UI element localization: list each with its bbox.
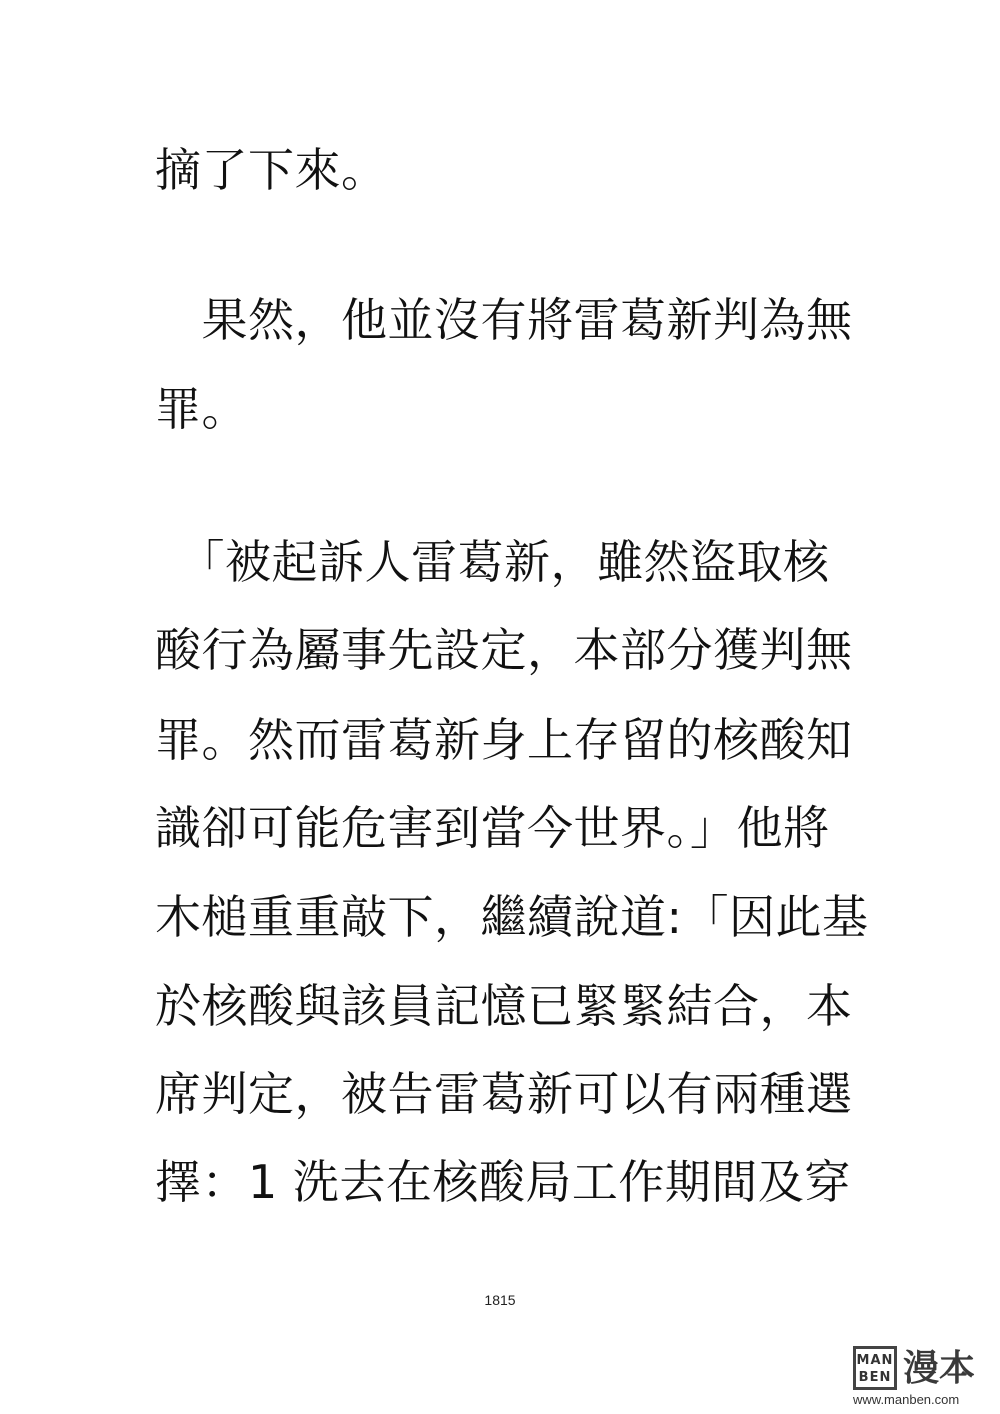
page-number: 1815 xyxy=(484,1292,516,1308)
text-line-2: 果然，他並沒有將雷葛新判為無 xyxy=(155,293,853,347)
text-line-7: 識卻可能危害到當今世界。」他將 xyxy=(155,801,830,855)
text-line-10: 席判定，被告雷葛新可以有兩種選 xyxy=(155,1067,853,1121)
text-line-4: 「被起訴人雷葛新，雖然盜取核 xyxy=(155,535,830,589)
text-line-3: 罪。 xyxy=(155,382,248,436)
text-line-9: 於核酸與該員記憶已緊緊結合，本 xyxy=(155,979,853,1033)
text-line-5: 酸行為屬事先設定，本部分獲判無 xyxy=(155,623,853,677)
text-line-6: 罪。然而雷葛新身上存留的核酸知 xyxy=(155,713,853,767)
watermark-brand: 漫本 xyxy=(903,1348,976,1389)
watermark-url: www.manben.com xyxy=(853,1392,960,1407)
watermark-logo xyxy=(853,1346,989,1408)
text-line-1: 摘了下來。 xyxy=(155,143,388,197)
watermark-box: MAN BEN xyxy=(853,1346,897,1390)
text-line-11: 擇：1 洗去在核酸局工作期間及穿 xyxy=(155,1155,851,1209)
text-line-8: 木槌重重敲下，繼續說道:「因此基 xyxy=(155,890,869,944)
